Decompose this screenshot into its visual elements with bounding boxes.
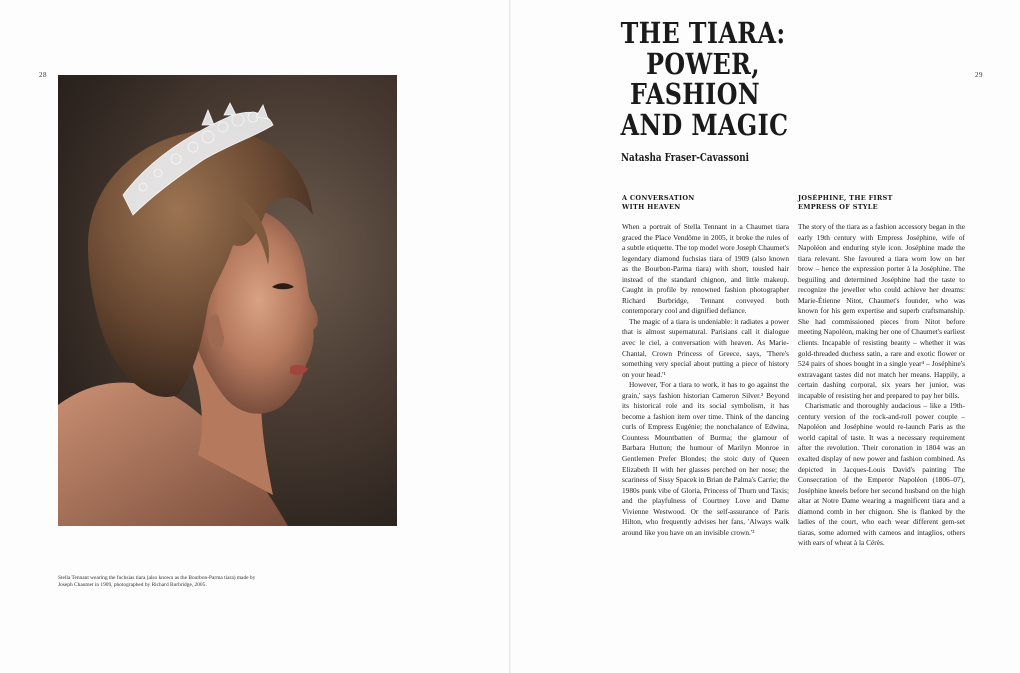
title-line: FASHION: [629, 77, 760, 111]
section-heading-josephine: [798, 194, 918, 212]
portrait-illustration: [58, 75, 397, 526]
body-column-2: [798, 222, 965, 549]
heading-line: EMPRESS OF STYLE: [798, 203, 878, 211]
title-line: POWER,: [646, 46, 760, 81]
paragraph: The magic of a tiara is undeniable: it radiates a power that is almost supernatural. Parisians call it dialogue avec le ciel, a conversation with heaven. As Marie-Chantal, Crown Princess of Greece, says, 'There's something very special about putting a piece of history on your head.'¹: [622, 316, 789, 379]
photo-caption: Stella Tennant wearing the fuchsias tiara (also known as the Bourbon-Parma tiara) made by Joseph Chaumet in 1909, photographed by Richard Burbridge, 2005.: [58, 575, 256, 589]
body-column-1: [622, 222, 789, 538]
page-number-left: 28: [39, 71, 47, 79]
page-number-right: 29: [975, 71, 983, 79]
heading-line: JOSÉPHINE, THE FIRST: [798, 194, 893, 202]
paragraph: However, 'For a tiara to work, it has to go against the grain,' says fashion historian Cameron Silver.² Beyond its historical role and its social symbolism, it has become a fashion item over time. Think of the dancing curls of Empress Eugénie; the nonchalance of Edwina, Countess Mountbatten of Burma; the glamour of Barbara Hutton; the humour of Marilyn Monroe in Gentlemen Prefer Blondes; the stoic duty of Queen Elizabeth II with her glasses perched on her nose; the scariness of Sissy Spacek in Brian de Palma's Carrie; the 1980s punk vibe of Gloria, Princess of Thurn und Taxis; and the playfulness of Courtney Love and Dame Vivienne Westwood. Or the self-assurance of Paris Hilton, who frequently advises her fans, 'Always walk around like you have on an invisible crown.'³: [622, 380, 789, 537]
title-line: THE TIARA:: [620, 16, 786, 50]
book-spine: [509, 0, 511, 673]
article-title: [620, 16, 789, 142]
author-name: Natasha Fraser-Cavassoni: [621, 151, 749, 164]
heading-line: A CONVERSATION: [622, 194, 695, 202]
paragraph: Charismatic and thoroughly audacious – like a 19th-century version of the rock-and-roll power couple – Napoléon and Joséphine would re-launch Paris as the world capital of taste. It was a necessary requirement after the revolution. Their coronation in 1804 was an exalted display of new power and fashion combined. As depicted in Jacques-Louis David's painting The Consecration of the Emperor Napoléon (1806–07), Joséphine kneels before her second husband on the high altar at Notre Dame wearing a magnificent tiara and a diamond comb in her chignon. She is flanked by the ladies of the court, who each wear different gem-set tiaras, some adorned with cameos and intaglios, others with ears of wheat à la Cérès.: [798, 401, 965, 548]
paragraph: The story of the tiara as a fashion accessory began in the early 19th century with Empress Joséphine, wife of Napoléon and enduring style icon. Joséphine made the tiara relevant. She favoured a tiara worn low on her brow – hence the expression porter à la Joséphine. The beguiling and determined Joséphine had the taste to recognize the jeweller who could achieve her dreams: Marie-Étienne Nitot, Chaumet's founder, who was known for his gem expertise and superb craftsmanship. She had commissioned pieces from Nitot before meeting Napoléon, making her one of Chaumet's earliest clients. Incapable of resisting beauty – whether it was gold-threaded duchess satin, a rare and exotic flower or 524 pairs of shoes bought in a single year⁴ – Joséphine's extravagant tastes did not match her means. Happily, a certain dashing corporal, six years her junior, was incapable of resisting her and prepared to pay her bills.: [798, 222, 965, 400]
portrait-photo: [58, 75, 397, 526]
paragraph: When a portrait of Stella Tennant in a Chaumet tiara graced the Place Vendôme in 2005, it broke the rules of a subtle etiquette. The top model wore Joseph Chaumet's legendary diamond fuchsias tiara of 1909 (also known as the Bourbon-Parma tiara) with short, tousled hair instead of the standard chignon, and little makeup. Caught in profile by renowned fashion photographer Richard Burbridge, Tennant conveyed both contemporary cool and dignified defiance.: [622, 222, 789, 316]
section-heading-conversation: [622, 194, 742, 212]
heading-line: WITH HEAVEN: [622, 203, 681, 211]
title-line: AND MAGIC: [620, 107, 789, 142]
